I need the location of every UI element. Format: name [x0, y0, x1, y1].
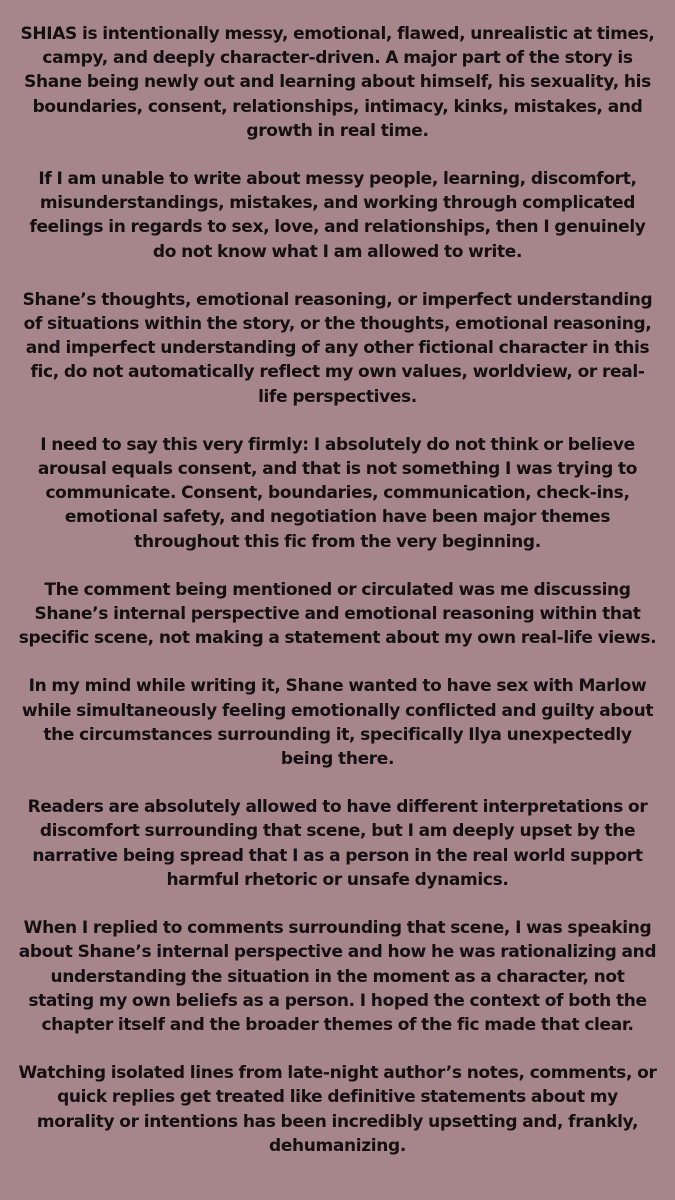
paragraph-scene-intent: In my mind while writing it, Shane wanted to have sex with Marlow while simultaneously feeling emotionally conflicted and guilty about the circumstances surrounding it, specifically Ilya unexpectedly being there.	[21, 676, 654, 770]
paragraph-writing-messy-people: If I am unable to write about messy people, learning, discomfort, misunderstandings, mistakes, and working through complicated feelings in regards to sex, love, and relationships, then I genuinely do not know what I am allowed to write.	[29, 169, 646, 262]
paragraph-reader-interpretations: Readers are absolutely allowed to have different interpretations or discomfort surrounding that scene, but I am deeply upset by the narrative being spread that I as a person in the real world support harmful rhetoric or unsafe dynamics.	[27, 797, 648, 890]
paragraph-comment-context: The comment being mentioned or circulated was me discussing Shane’s internal perspective and emotional reasoning within that specific scene, not making a statement about my own real-life views.	[18, 579, 657, 649]
paragraph-character-thoughts: Shane’s thoughts, emotional reasoning, or imperfect understanding of situations within the story, or the thoughts, emotional reasoning, and imperfect understanding of any other fictional character in this fic, do not automatically reflect my own values, worldview, or real-life perspectives.	[22, 289, 653, 407]
paragraph-consent-statement: I need to say this very firmly: I absolutely do not think or believe arousal equals consent, and that is not something I was trying to communicate. Consent, boundaries, communication, check-ins, emotional safety, and negotiation have been major themes throughout this fic from the very beginning.	[37, 434, 638, 552]
paragraph-story-description: SHIAS is intentionally messy, emotional, flawed, unrealistic at times, campy, and deeply character-driven. A major part of the story is Shane being newly out and learning about himself, his sexuality, his boundaries, consent, relationships, intimacy, kinks, mistakes, and growth in real time.	[20, 24, 655, 141]
paragraph-replies-context: When I replied to comments surrounding that scene, I was speaking about Shane’s internal perspective and how he was rationalizing and understanding the situation in the moment as a character, not stating my own beliefs as a person. I hoped the context of both the chapter itself and the broader themes of the fic made that clear.	[18, 918, 657, 1035]
paragraph-isolated-lines: Watching isolated lines from late-night author’s notes, comments, or quick replies get treated like definitive statements about my morality or intentions has been incredibly upsetting and, frankly, dehumanizing.	[18, 1063, 657, 1156]
